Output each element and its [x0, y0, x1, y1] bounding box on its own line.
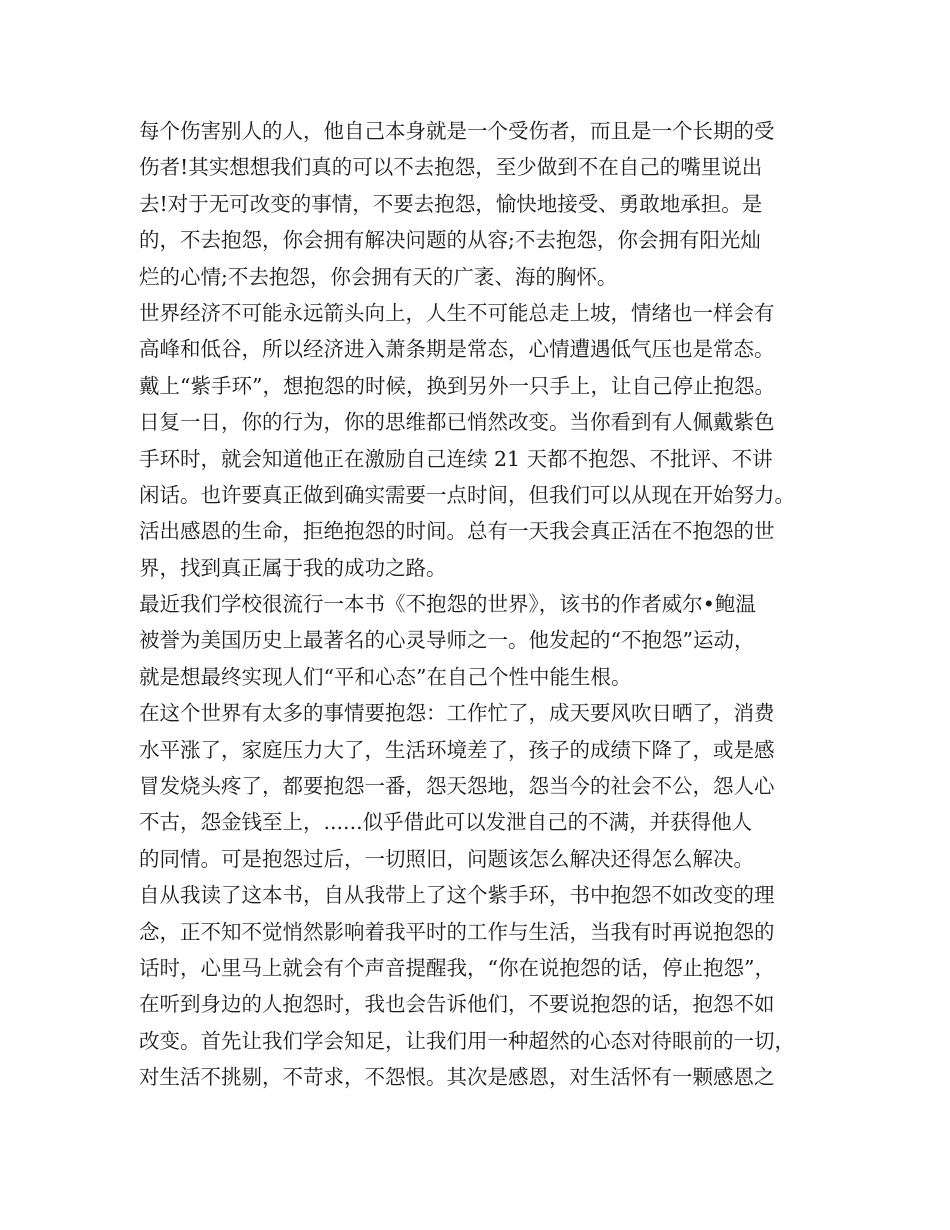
text-line: 在听到身边的人抱怨时，我也会告诉他们，不要说抱怨的话，抱怨不如 — [139, 992, 775, 1017]
text-line: 对生活不挑剔，不苛求，不怨恨。其次是感恩，对生活怀有一颗感恩之 — [139, 1065, 775, 1090]
text-line: 水平涨了，家庭压力大了，生活环境差了，孩子的成绩下降了，或是感 — [139, 737, 775, 762]
text-line: 每个伤害别人的人，他自己本身就是一个受伤者，而且是一个长期的受 — [139, 119, 775, 143]
text-line: 伤者!其实想想我们真的可以不去抱怨，至少做到不在自己的嘴里说出 — [139, 155, 763, 180]
text-line: 被誉为美国历史上最著名的心灵导师之一。他发起的“不抱怨”运动， — [139, 628, 755, 653]
text-line: 的，不去抱怨，你会拥有解决问题的从容;不去抱怨，你会拥有阳光灿 — [139, 228, 761, 253]
text-line: 高峰和低谷，所以经济进入萧条期是常态，心情遭遇低气压也是常态。 — [139, 337, 775, 362]
text-line: 去!对于无可改变的事情，不要去抱怨，愉快地接受、勇敢地承担。是 — [139, 191, 763, 216]
body-text — [139, 113, 819, 1096]
text-line: 手环时，就会知道他正在激励自己连续 21 天都不抱怨、不批评、不讲 — [139, 446, 773, 471]
text-line: 闲话。也许要真正做到确实需要一点时间，但我们可以从现在开始努力。 — [139, 482, 795, 507]
text-line: 在这个世界有太多的事情要抱怨：工作忙了，成天要风吹日晒了，消费 — [139, 701, 775, 726]
text-line: 最近我们学校很流行一本书《不抱怨的世界》，该书的作者威尔•鲍温 — [139, 592, 756, 617]
text-line: 自从我读了这本书，自从我带上了这个紫手环，书中抱怨不如改变的理 — [139, 883, 775, 908]
text-line: 冒发烧头疼了，都要抱怨一番，怨天怨地，怨当今的社会不公，怨人心 — [139, 774, 775, 799]
text-line: 不古，怨金钱至上，......似乎借此可以发泄自己的不满，并获得他人 — [139, 810, 753, 835]
text-line: 界，找到真正属于我的成功之路。 — [139, 555, 447, 580]
text-line: 改变。首先让我们学会知足，让我们用一种超然的心态对待眼前的一切， — [139, 1028, 795, 1053]
text-line: 戴上“紫手环”，想抱怨的时候，换到另外一只手上，让自己停止抱怨。 — [139, 373, 775, 398]
text-line: 就是想最终实现人们“平和心态”在自己个性中能生根。 — [139, 664, 632, 689]
text-line: 日复一日，你的行为，你的思维都已悄然改变。当你看到有人佩戴紫色 — [139, 410, 775, 435]
text-line: 活出感恩的生命，拒绝抱怨的时间。总有一天我会真正活在不抱怨的世 — [139, 519, 775, 544]
text-line: 的同情。可是抱怨过后，一切照旧，问题该怎么解决还得怎么解决。 — [139, 846, 754, 871]
text-line: 话时，心里马上就会有个声音提醒我，“你在说抱怨的话，停止抱怨”， — [139, 955, 775, 980]
text-line: 念，正不知不觉悄然影响着我平时的工作与生活，当我有时再说抱怨的 — [139, 919, 775, 944]
text-line: 烂的心情;不去抱怨，你会拥有天的广袤、海的胸怀。 — [139, 264, 618, 289]
text-line: 世界经济不可能永远箭头向上，人生不可能总走上坡，情绪也一样会有 — [139, 300, 775, 325]
